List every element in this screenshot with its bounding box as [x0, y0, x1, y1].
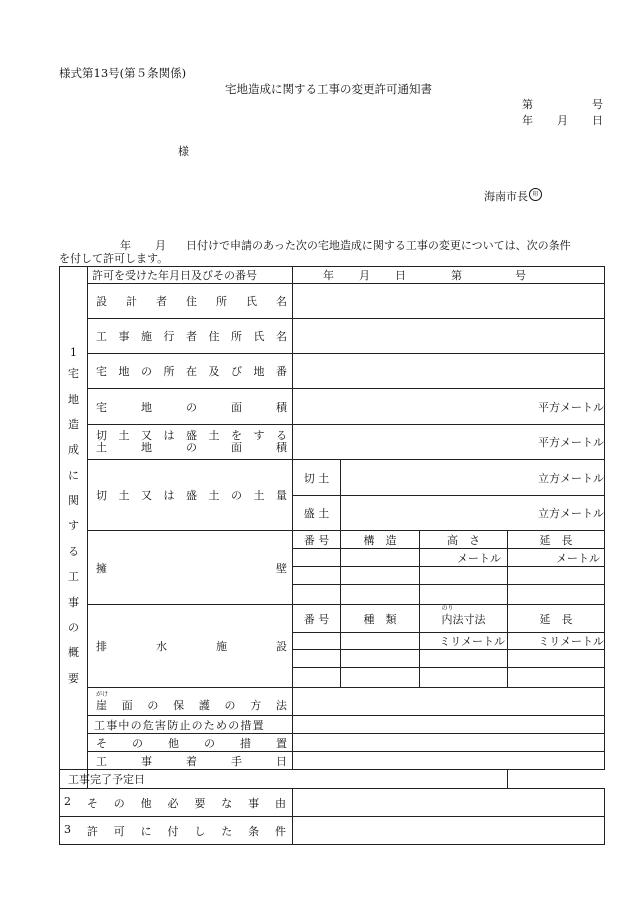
start-date-label: 工 事 着 手 日 [88, 752, 293, 770]
drainage-cell[interactable] [508, 668, 605, 688]
cliff-protection-label: がけ 崖 面 の 保 護 の 方 法 [88, 688, 293, 716]
issuer-name: 海南市長 [484, 190, 528, 203]
retaining-cell[interactable] [341, 549, 420, 567]
retaining-cell[interactable] [341, 567, 420, 585]
cliff-protection-value[interactable] [293, 688, 605, 716]
retaining-cell[interactable] [341, 585, 420, 605]
drainage-unit-inner: ミリメートル [420, 633, 508, 650]
retaining-cell[interactable] [293, 585, 341, 605]
permit-value[interactable]: 年 月 日 第 号 [293, 267, 605, 284]
contractor-value[interactable] [293, 319, 605, 354]
drainage-cell[interactable] [420, 668, 508, 688]
intro-year: 年 [120, 239, 131, 252]
section-3-label: 3 許 可 に 付 し た 条 件 [60, 817, 293, 845]
drainage-header-type: 種 類 [341, 605, 420, 633]
drainage-unit-length: ミリメートル [508, 633, 605, 650]
intro-text-1: 日付けで申請のあった次の宅地造成に関する工事の変更については、次の条件 [186, 239, 571, 252]
drainage-cell[interactable] [341, 668, 420, 688]
other-measures-label: そ の 他 の 措 置 [88, 734, 293, 752]
retaining-header-number: 番 号 [293, 531, 341, 549]
section-1-vertical-label: 宅 地 造 成 に 関 す る 工 事 の 概 要 [68, 367, 79, 685]
hazard-prevention-value[interactable] [293, 716, 605, 734]
drainage-cell[interactable] [341, 633, 420, 650]
designer-label: 設 計 者 住 所 氏 名 [88, 284, 293, 319]
date-year: 年 [522, 114, 533, 127]
volume-fill-value[interactable]: 立方メートル [341, 496, 605, 531]
drainage-cell[interactable] [420, 650, 508, 668]
designer-value[interactable] [293, 284, 605, 319]
completion-date-value[interactable] [88, 770, 508, 789]
retaining-header-length: 延 長 [508, 531, 605, 549]
drainage-cell[interactable] [508, 650, 605, 668]
cliff-ruby: がけ [96, 691, 109, 698]
other-measures-value[interactable] [293, 734, 605, 752]
contractor-label: 工 事 施 行 者 住 所 氏 名 [88, 319, 293, 354]
permit-label: 許可を受けた年月日及びその番号 [88, 267, 293, 284]
retaining-cell[interactable] [420, 585, 508, 605]
intro-line-1 [120, 240, 571, 251]
document-title: 宅地造成に関する工事の変更許可通知書 [225, 82, 432, 96]
volume-cut-value[interactable]: 立方メートル [341, 460, 605, 496]
retaining-wall-label: 擁 壁 [88, 531, 293, 605]
form-number: 様式第13号(第５条関係) [59, 66, 187, 80]
drainage-cell[interactable] [293, 668, 341, 688]
drainage-header-length: 延 長 [508, 605, 605, 633]
seal-icon: 印 [529, 188, 542, 201]
number-suffix: 号 [592, 98, 603, 111]
intro-line-2: を付して許可します。 [59, 252, 169, 265]
start-date-value[interactable] [293, 752, 605, 770]
cutfill-area-value[interactable]: 平方メートル [293, 425, 605, 460]
hazard-prevention-label: 工事中の危害防止のための措置 [88, 716, 293, 734]
volume-label: 切 土 又 は 盛 土 の 土 量 [88, 460, 293, 531]
section-2-label: 2 そ の 他 必 要 な 事 由 [60, 789, 293, 817]
volume-fill-label: 盛 土 [293, 496, 341, 531]
retaining-unit-length: メートル [508, 549, 605, 567]
retaining-cell[interactable] [293, 567, 341, 585]
section-3-value[interactable] [293, 817, 605, 845]
retaining-unit-height: メートル [420, 549, 508, 567]
retaining-cell[interactable] [293, 549, 341, 567]
drainage-cell[interactable] [293, 633, 341, 650]
section-1-number: 1 [70, 345, 77, 359]
date-day: 日 [592, 114, 603, 127]
retaining-cell[interactable] [420, 567, 508, 585]
section-1-cell [60, 267, 88, 770]
area-value[interactable]: 平方メートル [293, 389, 605, 425]
addressee-honorific: 様 [178, 145, 189, 158]
drainage-cell[interactable] [341, 650, 420, 668]
application-table [59, 266, 605, 845]
drainage-label: 排 水 施 設 [88, 605, 293, 688]
volume-cut-label: 切 土 [293, 460, 341, 496]
drainage-header-number: 番 号 [293, 605, 341, 633]
completion-date-label: 工 事 完 了 予 定 日 [60, 770, 88, 789]
retaining-header-height: 高 さ [420, 531, 508, 549]
number-prefix: 第 [522, 98, 533, 111]
area-label: 宅 地 の 面 積 [88, 389, 293, 425]
cutfill-area-label: 切 土 又 は 盛 土 を す る 土 地 の 面 積 [88, 425, 293, 460]
intro-month: 月 [155, 239, 166, 252]
location-value[interactable] [293, 354, 605, 389]
drainage-ruby: のり [441, 604, 454, 612]
section-2-value[interactable] [293, 789, 605, 817]
drainage-header-inner: のり 内法寸法 [420, 605, 508, 633]
retaining-cell[interactable] [508, 585, 605, 605]
retaining-header-structure: 構 造 [341, 531, 420, 549]
location-label: 宅 地 の 所 在 及 び 地 番 [88, 354, 293, 389]
date-month: 月 [557, 114, 568, 127]
retaining-cell[interactable] [508, 567, 605, 585]
drainage-cell[interactable] [293, 650, 341, 668]
